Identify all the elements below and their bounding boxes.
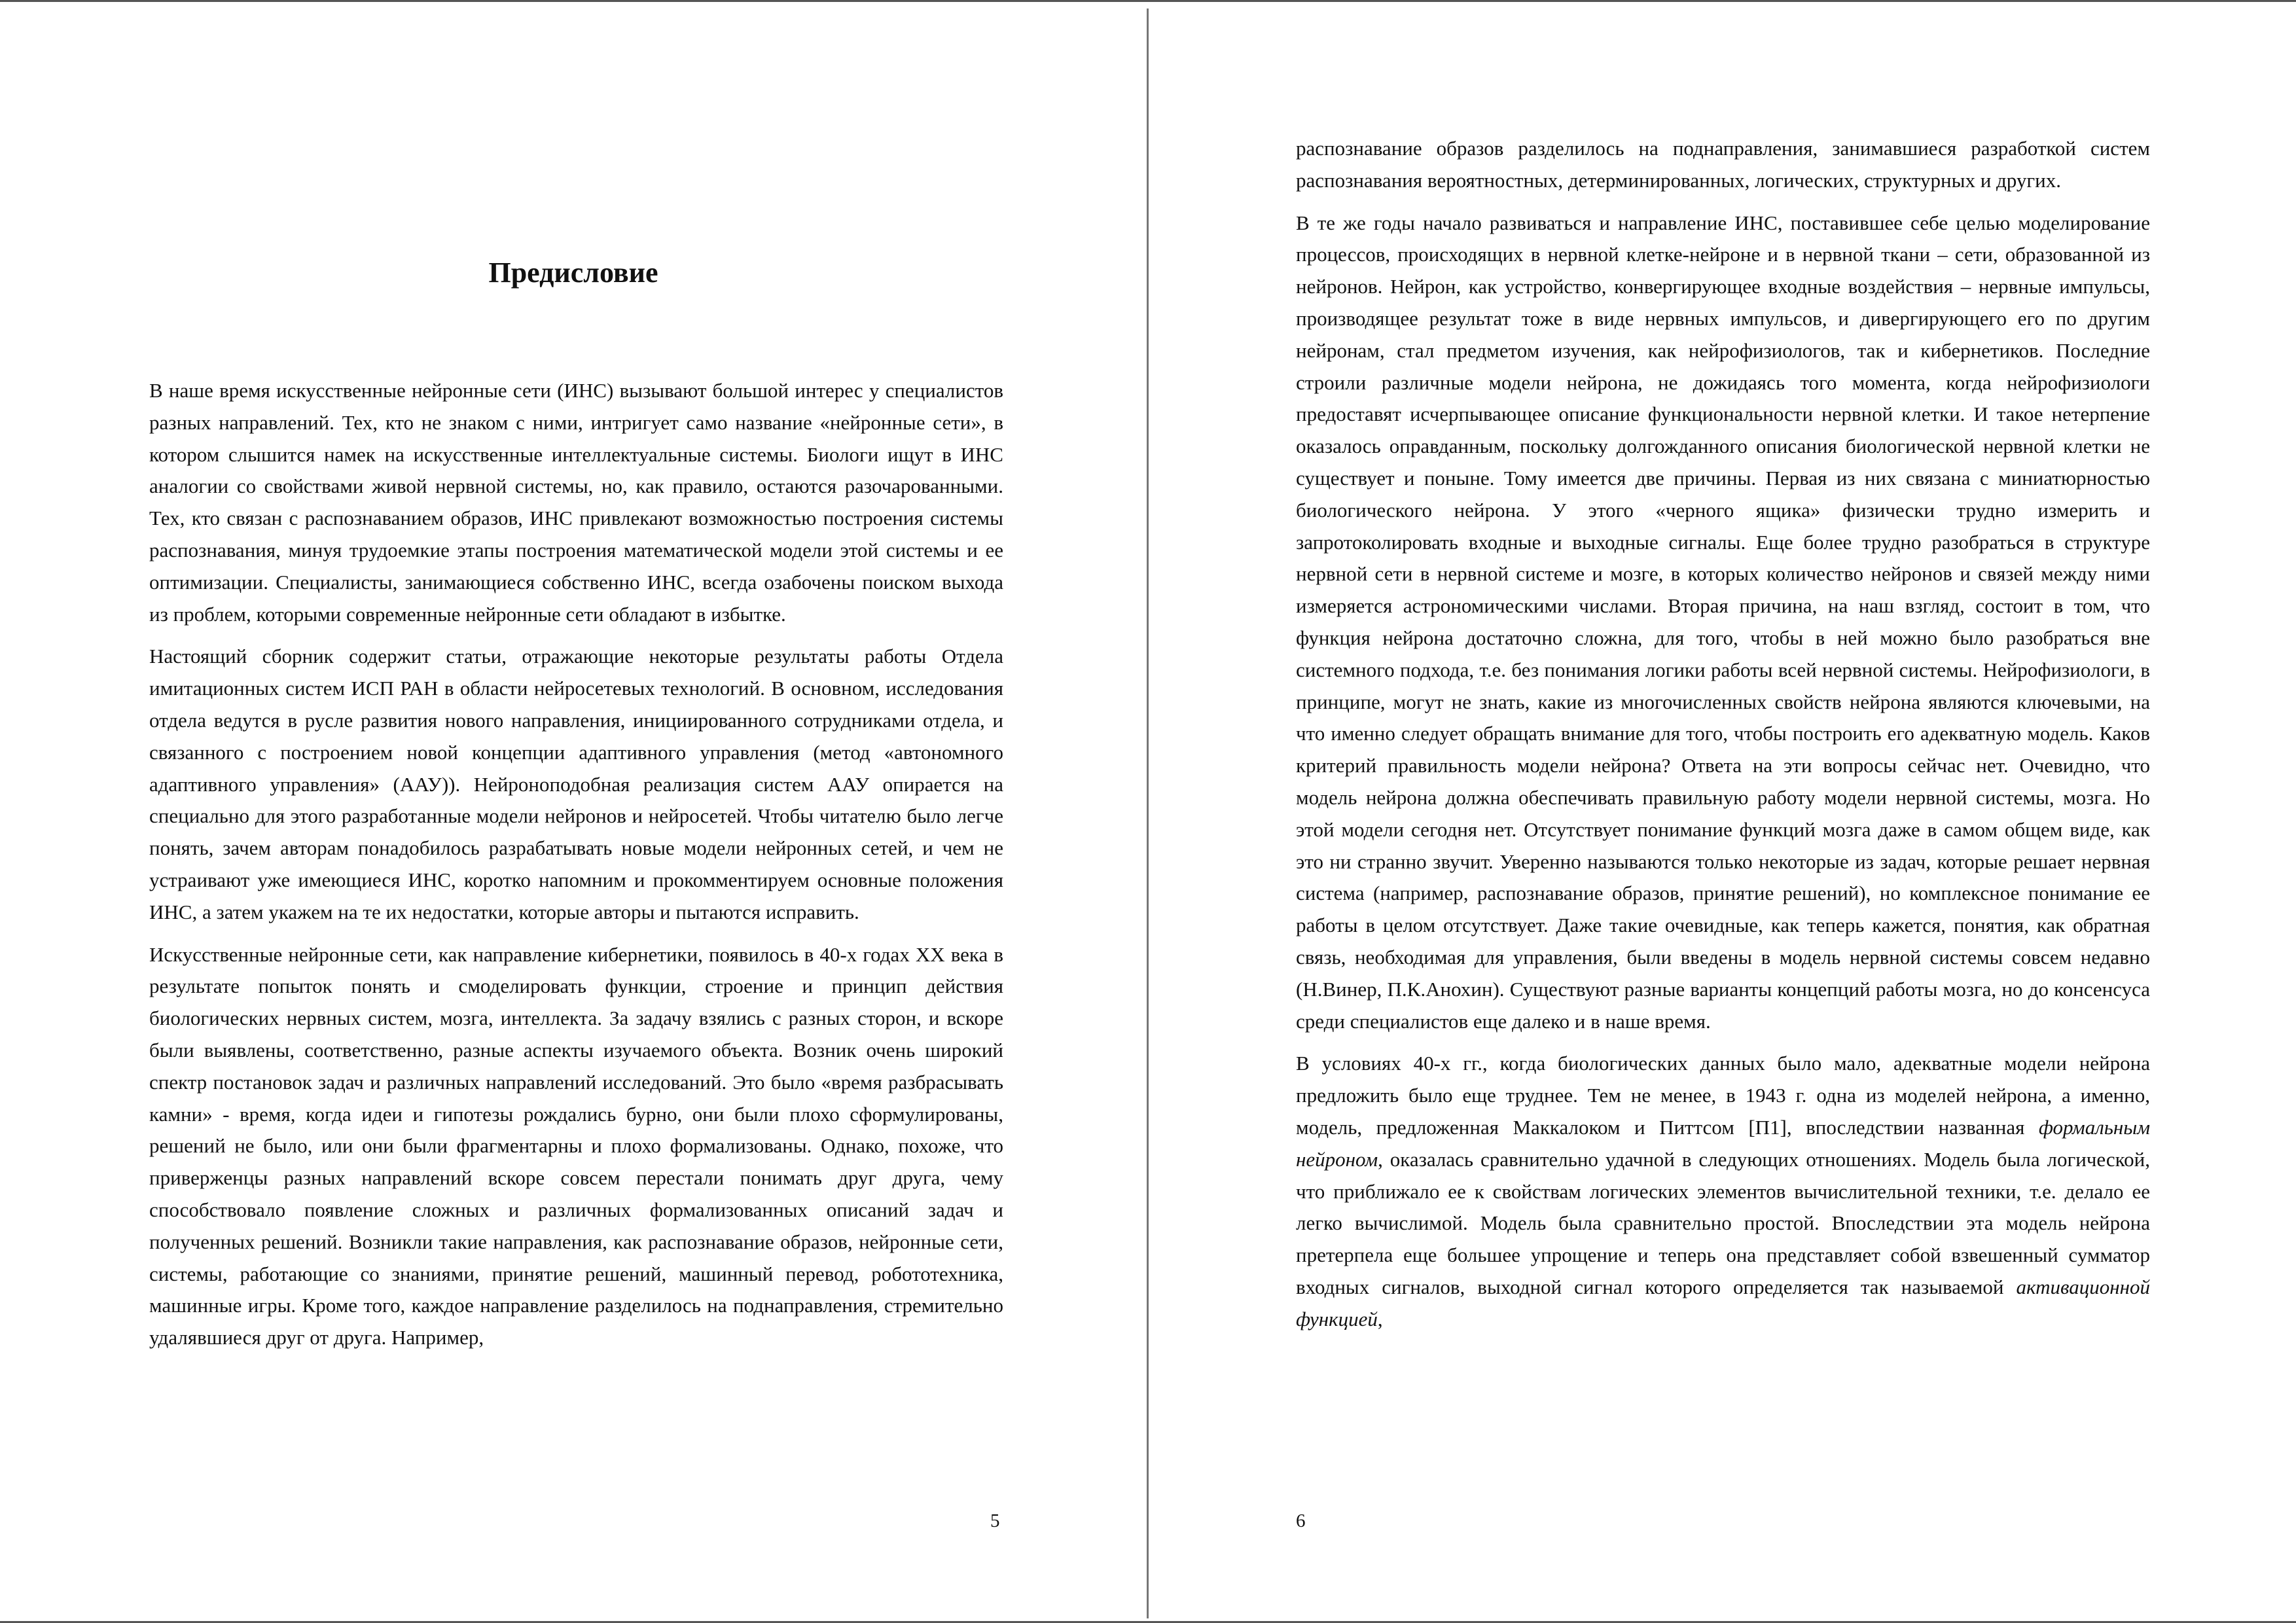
text-run: , bbox=[1377, 1307, 1383, 1330]
right-page-text bbox=[1296, 133, 2150, 1346]
text-run: , оказалась сравнительно удачной в следующих отношениях. Модель была логической, что приближало ее к свойствам логических элементов вычислительной техники, т.е. делало ее легко вычислимой. Модель была сравнительно простой. Впоследствии эта модель нейрона претерпела еще большее упрощение и теперь она представляет собой взвешенный сумматор входных сигналов, выходной сигнал которого определяется так называемой bbox=[1296, 1147, 2150, 1298]
paragraph: В наше время искусственные нейронные сети (ИНС) вызывают большой интерес у специалистов разных направлений. Тех, кто не знаком с ними, интригует само название «нейронные сети», в котором слышится намек на искусственные интеллектуальные системы. Биологи ищут в ИНС аналогии со свойствами живой нервной системы, но, как правило, остаются разочарованными. Тех, кто связан с распознаванием образов, ИНС привлекают возможностью построения системы распознавания, минуя трудоемкие этапы построения математической модели этой системы и ее оптимизации. Специалисты, занимающиеся собственно ИНС, всегда озабочены поиском выхода из проблем, которыми современные нейронные сети обладают в избытке. bbox=[149, 379, 1003, 626]
page-title: Предисловие bbox=[488, 257, 658, 289]
italic-term: формальным нейроном bbox=[1296, 1115, 2150, 1171]
paragraph: распознавание образов разделилось на поднаправления, занимавшиеся разработкой систем распознавания вероятностных, детерминированных, логических, структурных и других. bbox=[1296, 137, 2150, 192]
page-number: 6 bbox=[1296, 1510, 1306, 1531]
page-number: 5 bbox=[990, 1510, 1000, 1531]
paragraph: В те же годы начало развиваться и направление ИНС, поставившее себе целью моделирование процессов, происходящих в нервной клетке-нейроне и в нервной ткани – сети, образованной из нейронов. Нейрон, как устройство, конвергирующее входные воздействия – нервные импульсы, производящее результат тоже в виде нервных импульсов, и дивергирующего его по другим нейронам, стал предметом изучения, как нейрофизиологов, так и кибернетиков. Последние строили различные модели нейрона, не дожидаясь того момента, когда нейрофизиологи предоставят исчерпывающее описание функциональности нервной клетки. И такое нетерпение оказалось оправданным, поскольку долгожданного описания биологической нервной клетки не существует и поныне. Тому имеется две причины. Первая из них связана с миниатюрностью биологического нейрона. У этого «черного ящика» физически трудно измерить и запротоколировать входные и выходные сигналы. Еще более трудно разобраться в структуре нервной сети в нервной системе и мозге, в которых количество нейронов и связей между ними измеряется астрономическими числами. Вторая причина, на наш взгляд, состоит в том, что функция нейрона достаточно сложна, для того, чтобы в ней можно было разобраться вне системного подхода, т.е. без понимания логики работы всей нервной системы. Нейрофизиологи, в принципе, могут не знать, какие из многочисленных свойств нейрона являются ключевыми, на что именно следует обращать внимание для того, чтобы построить его адекватную модель. Каков критерий правильность модели нейрона? Ответа на эти вопросы сейчас нет. Очевидно, что модель нейрона должна обеспечивать правильную работу модели нервной системы, мозга. Но этой модели сегодня нет. Отсутствует понимание функций мозга даже в самом общем виде, как это ни странно звучит. Уверенно называются только некоторые из задач, которые решает нервная система (например, распознавание образов, принятие решений), но комплексное понимание ее работы в целом отсутствует. Даже такие очевидные, как теперь кажется, понятия, как обратная связь, необходимая для управления, были введены в модель нервной системы совсем недавно (Н.Винер, П.К.Анохин). Существуют разные варианты концепций работы мозга, но до консенсуса среди специалистов еще далеко и в наше время. bbox=[1296, 211, 2150, 1033]
text-run: В условиях 40-х гг., когда биологических данных было мало, адекватные модели нейрона предложить было еще труднее. Тем не менее, в 1943 г. одна из моделей нейрона, а именно, модель, предложенная Маккалоком и Питтсом [П1], впоследствии названная bbox=[1296, 1052, 2150, 1139]
italic-term: активационной функцией bbox=[1296, 1275, 2150, 1330]
right-page bbox=[1149, 9, 2296, 1617]
paragraph: Искусственные нейронные сети, как направление кибернетики, появилось в 40-х годах XX века в результате попыток понять и смоделировать функции, строение и принцип действия биологических нервных систем, мозга, интеллекта. За задачу взялись с разных сторон, и вскоре были выявлены, соответственно, разные аспекты изучаемого объекта. Возник очень широкий спектр постановок задач и различных направлений исследований. Это было «время разбрасывать камни» - время, когда идеи и гипотезы рождались бурно, они были плохо сформулированы, решений не было, или они были фрагментарны и плохо формализованы. Однако, похоже, что приверженцы разных направлений вскоре совсем перестали понимать друг друга, чему способствовало появление сложных и различных формализованных описаний задач и полученных решений. Возникли такие направления, как распознавание образов, нейронные сети, системы, работающие со знаниями, принятие решений, машинный перевод, робототехника, машинные игры. Кроме того, каждое направление разделилось на поднаправления, стремительно удалявшиеся друг от друга. Например, bbox=[149, 942, 1003, 1349]
paragraph bbox=[1296, 1048, 2150, 1335]
paragraph: Настоящий сборник содержит статьи, отражающие некоторые результаты работы Отдела имитационных систем ИСП РАН в области нейросетевых технологий. В основном, исследования отдела ведутся в русле развития нового направления, инициированного сотрудниками отдела, и связанного с построением новой концепции адаптивного управления (метод «автономного адаптивного управления» (ААУ)). Нейроноподобная реализация систем ААУ опирается на специально для этого разработанные модели нейронов и нейросетей. Чтобы читателю было легче понять, зачем авторам понадобилось разрабатывать новые модели нейронных сетей, и чем не устраивают уже имеющиеся ИНС, коротко напомним и прокомментируем основные положения ИНС, а затем укажем на те их недостатки, которые авторы и пытаются исправить. bbox=[149, 645, 1003, 923]
page-divider bbox=[1147, 9, 1149, 1618]
left-page bbox=[0, 9, 1147, 1617]
left-page-text bbox=[149, 375, 1003, 1364]
